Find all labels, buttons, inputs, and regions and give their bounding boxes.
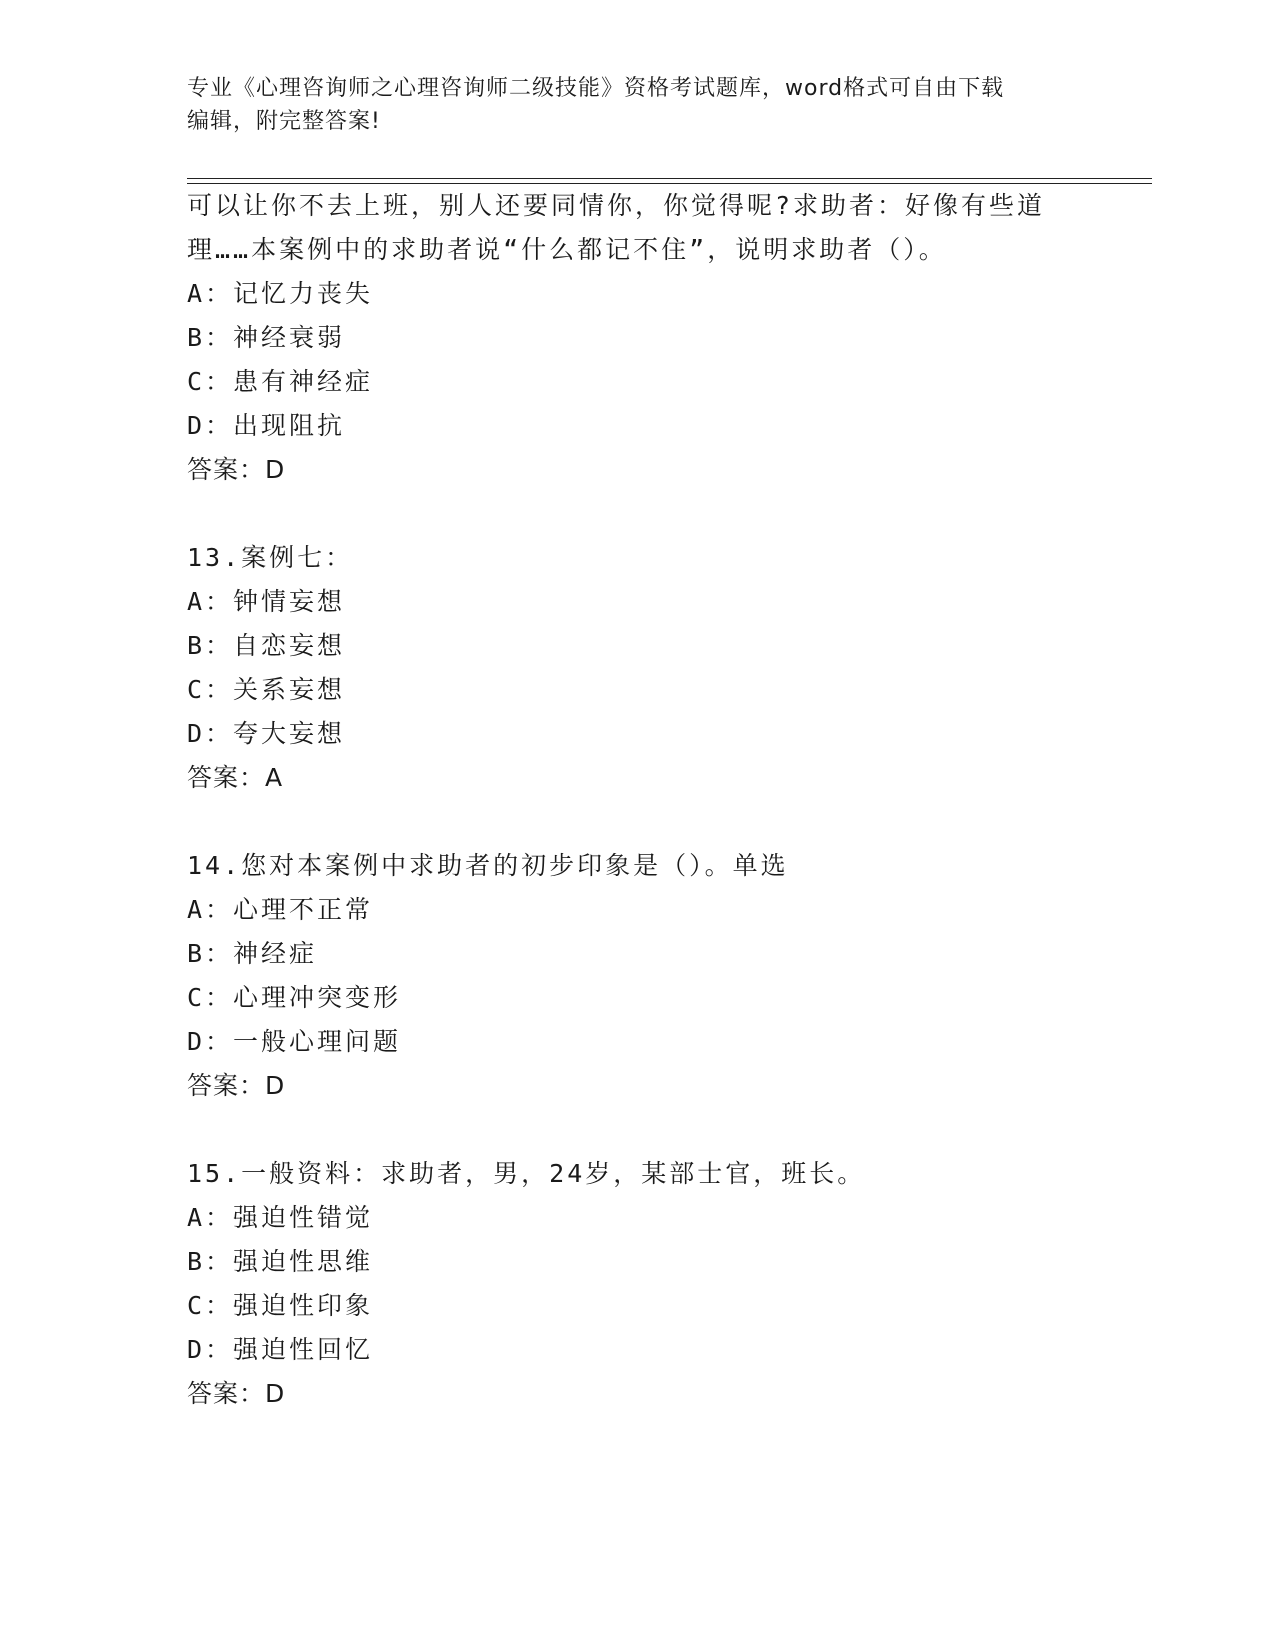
option-c: C：心理冲突变形: [187, 983, 402, 1012]
document-header: [187, 72, 1087, 138]
option-d: D：出现阻抗: [187, 411, 346, 440]
answer-line: 答案：A: [187, 763, 284, 792]
header-line-2: 编辑，附完整答案!: [187, 109, 381, 134]
option-b: B：强迫性思维: [187, 1247, 374, 1276]
option-d: D：一般心理问题: [187, 1027, 402, 1056]
header-line-1: 专业《心理咨询师之心理咨询师二级技能》资格考试题库，word格式可自由下载: [187, 76, 1005, 101]
option-b: B：自恋妄想: [187, 631, 346, 660]
option-b: B：神经衰弱: [187, 323, 346, 352]
header-rule-bottom: [187, 183, 1152, 184]
option-a: A：心理不正常: [187, 895, 374, 924]
question-stem: 15.一般资料：求助者，男，24岁，某部士官，班长。: [187, 1159, 866, 1188]
option-b: B：神经症: [187, 939, 318, 968]
option-c: C：强迫性印象: [187, 1291, 374, 1320]
option-c: C：关系妄想: [187, 675, 346, 704]
question-stem: 13.案例七：: [187, 543, 354, 572]
option-d: D：夸大妄想: [187, 719, 346, 748]
question-text-line: 理……本案例中的求助者说“什么都记不住”，说明求助者（）。: [187, 235, 947, 264]
option-a: A：强迫性错觉: [187, 1203, 374, 1232]
answer-line: 答案：D: [187, 1071, 286, 1100]
answer-line: 答案：D: [187, 1379, 286, 1408]
option-c: C：患有神经症: [187, 367, 374, 396]
option-a: A：记忆力丧失: [187, 279, 374, 308]
answer-line: 答案：D: [187, 455, 286, 484]
question-text-line: 可以让你不去上班，别人还要同情你，你觉得呢?求助者：好像有些道: [187, 191, 1046, 220]
header-rule-top: [187, 178, 1152, 179]
option-d: D：强迫性回忆: [187, 1335, 374, 1364]
option-a: A：钟情妄想: [187, 587, 346, 616]
question-stem: 14.您对本案例中求助者的初步印象是（）。单选: [187, 851, 789, 880]
